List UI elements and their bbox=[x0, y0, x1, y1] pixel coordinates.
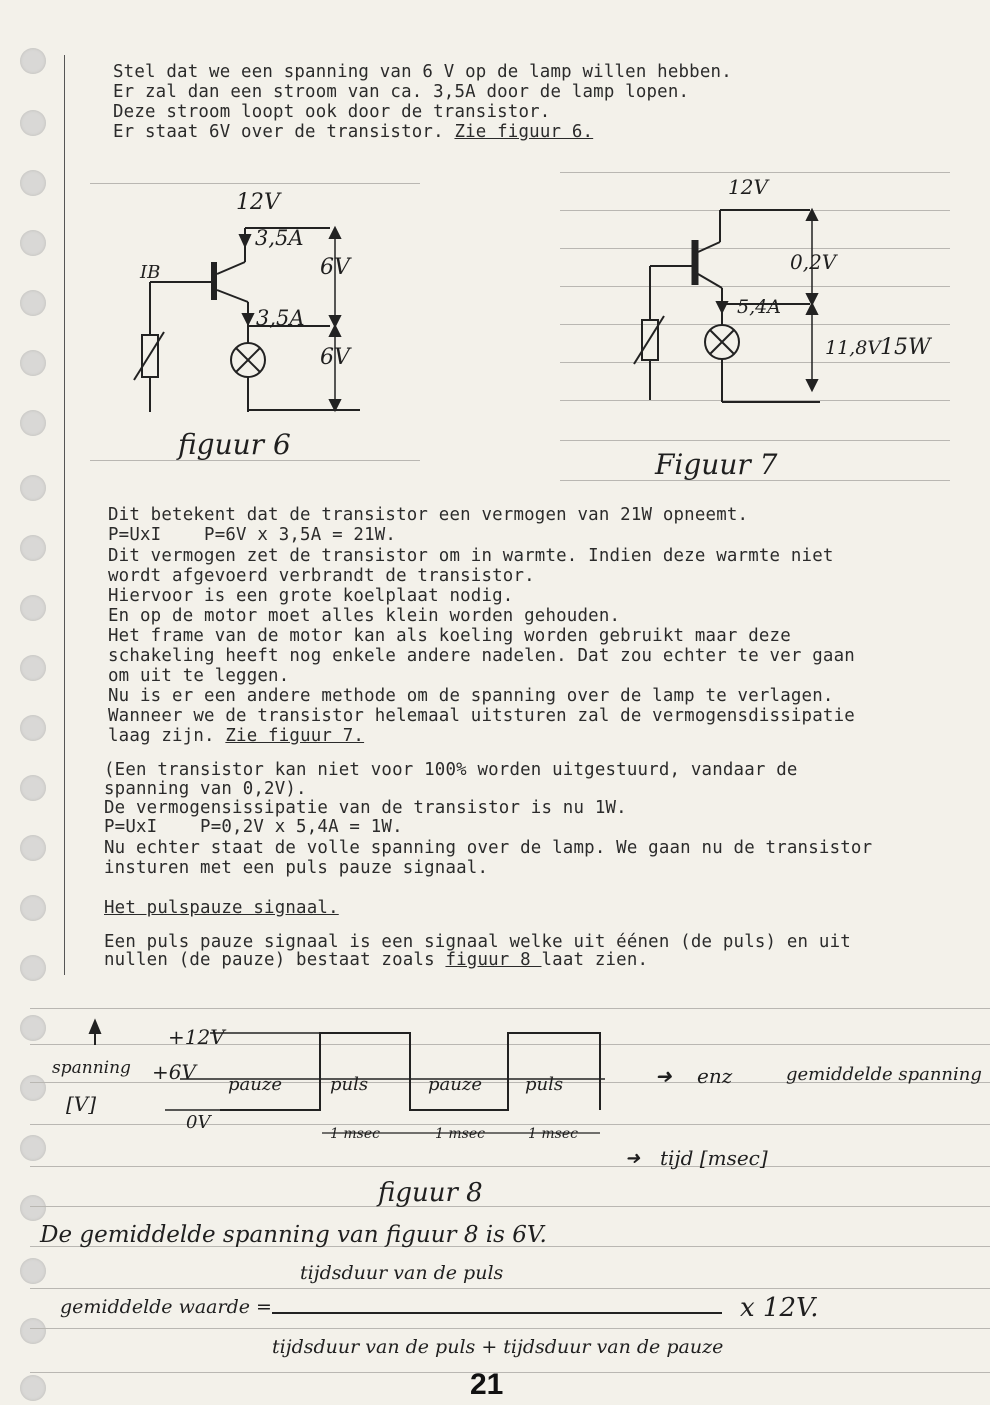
formula-denominator: tijdsduur van de puls + tijdsduur van de pauze bbox=[272, 1336, 724, 1358]
ruled-line bbox=[560, 440, 950, 441]
binder-hole bbox=[20, 1258, 46, 1284]
average-statement: De gemiddelde spanning van figuur 8 is 6V. bbox=[40, 1222, 547, 1248]
paragraph-line: Nu echter staat de volle spanning over de lamp. We gaan nu de transistor bbox=[104, 838, 873, 858]
label-pauze: pauze bbox=[228, 1074, 282, 1095]
binder-hole bbox=[20, 48, 46, 74]
binder-hole bbox=[20, 1195, 46, 1221]
level-12v: +12V bbox=[168, 1025, 225, 1049]
paragraph-line: Dit vermogen zet de transistor om in warmte. Indien deze warmte niet bbox=[108, 546, 834, 566]
label-12v: 12V bbox=[728, 175, 768, 199]
binder-hole bbox=[20, 715, 46, 741]
binder-hole bbox=[20, 955, 46, 981]
binder-hole bbox=[20, 1375, 46, 1401]
binder-hole bbox=[20, 835, 46, 861]
paragraph-line: Deze stroom loopt ook door de transistor. bbox=[113, 102, 551, 122]
paragraph-line: schakeling heeft nog enkele andere nadelen. Dat zou echter te ver gaan bbox=[108, 646, 855, 666]
label-current-bottom: 3,5A bbox=[256, 306, 305, 330]
level-6v: +6V bbox=[152, 1060, 196, 1084]
label-average-voltage: gemiddelde spanning bbox=[786, 1064, 982, 1085]
arrow-enz: ➜ bbox=[655, 1064, 672, 1088]
binder-hole bbox=[20, 290, 46, 316]
potentiometer-slider bbox=[134, 332, 164, 380]
paragraph-text: laag zijn. bbox=[108, 726, 226, 746]
binder-hole bbox=[20, 1135, 46, 1161]
paragraph-line: Wanneer we de transistor helemaal uitsturen zal de vermogensdissipatie bbox=[108, 706, 855, 726]
ruled-line bbox=[30, 1288, 990, 1289]
paragraph-line: En op de motor moet alles klein worden gehouden. bbox=[108, 606, 621, 626]
arrow-time: ➜ bbox=[625, 1148, 641, 1169]
ruled-line bbox=[30, 1328, 990, 1329]
paragraph-line: Het frame van de motor kan als koeling worden gebruikt maar deze bbox=[108, 626, 791, 646]
figure-reference: figuur 8 bbox=[445, 950, 542, 970]
paragraph-line: De vermogensissipatie van de transistor is nu 1W. bbox=[104, 798, 627, 818]
binder-hole bbox=[20, 535, 46, 561]
binder-hole bbox=[20, 775, 46, 801]
paragraph-line: Stel dat we een spanning van 6 V op de lamp willen hebben. bbox=[113, 62, 732, 82]
paragraph-line bbox=[104, 950, 648, 970]
figure-8-caption: figuur 8 bbox=[378, 1178, 483, 1208]
paragraph-line: Hiervoor is een grote koelplaat nodig. bbox=[108, 586, 514, 606]
ruled-line bbox=[30, 1008, 990, 1009]
binder-hole bbox=[20, 350, 46, 376]
ruled-line bbox=[90, 183, 420, 184]
binder-hole bbox=[20, 1015, 46, 1041]
label-puls: puls bbox=[330, 1074, 369, 1095]
paragraph-line bbox=[113, 122, 593, 142]
figure-6-circuit bbox=[130, 190, 400, 420]
paragraph-line: spanning van 0,2V). bbox=[104, 779, 307, 799]
transistor-emitter bbox=[217, 290, 248, 302]
timing-label: 1 msec bbox=[435, 1126, 485, 1142]
label-ib: IB bbox=[140, 262, 161, 283]
binder-hole bbox=[20, 1075, 46, 1101]
label-6v-top: 6V bbox=[320, 255, 350, 280]
label-12v: 12V bbox=[236, 190, 280, 215]
binder-hole bbox=[20, 1318, 46, 1344]
label-current: 5,4A bbox=[737, 296, 781, 318]
timing-label: 1 msec bbox=[528, 1126, 578, 1142]
paragraph-line: Dit betekent dat de transistor een vermogen van 21W opneemt. bbox=[108, 505, 749, 525]
section-heading: Het pulspauze signaal. bbox=[104, 898, 339, 918]
paragraph-line bbox=[108, 726, 364, 746]
label-power: 15W bbox=[880, 335, 931, 360]
paragraph-line: P=UxI P=6V x 3,5A = 21W. bbox=[108, 525, 397, 545]
binder-hole bbox=[20, 655, 46, 681]
level-0v: 0V bbox=[186, 1112, 211, 1133]
formula-rhs: x 12V. bbox=[740, 1293, 819, 1323]
paragraph-line: Er zal dan een stroom van ca. 3,5A door de lamp lopen. bbox=[113, 82, 690, 102]
paragraph-text: nullen (de pauze) bestaat zoals bbox=[104, 950, 446, 970]
label-puls: puls bbox=[525, 1074, 564, 1095]
time-axis-label: tijd [msec] bbox=[660, 1146, 768, 1170]
binder-hole bbox=[20, 230, 46, 256]
label-pauze: pauze bbox=[428, 1074, 482, 1095]
current-arrow-bottom bbox=[243, 314, 253, 324]
transistor-collector bbox=[217, 262, 245, 274]
paragraph-line: wordt afgevoerd verbrandt de transistor. bbox=[108, 566, 535, 586]
paragraph-line: P=UxI P=0,2V x 5,4A = 1W. bbox=[104, 817, 403, 837]
figure-6-caption: figuur 6 bbox=[178, 428, 291, 461]
binder-hole bbox=[20, 410, 46, 436]
label-118v: 11,8V bbox=[825, 337, 882, 359]
formula-lhs: gemiddelde waarde = bbox=[60, 1296, 272, 1318]
paragraph-line: om uit te leggen. bbox=[108, 666, 290, 686]
figure-7-caption: Figuur 7 bbox=[655, 448, 778, 481]
binder-hole bbox=[20, 170, 46, 196]
paragraph-line: (Een transistor kan niet voor 100% worden uitgestuurd, vandaar de bbox=[104, 760, 798, 780]
fraction-bar bbox=[272, 1312, 722, 1314]
binder-hole bbox=[20, 110, 46, 136]
axis-label-spanning: spanning bbox=[52, 1058, 131, 1078]
label-6v-bottom: 6V bbox=[320, 345, 350, 370]
binder-hole bbox=[20, 895, 46, 921]
margin-line bbox=[64, 55, 65, 975]
ruled-line bbox=[560, 172, 950, 173]
figure-7-circuit bbox=[620, 190, 850, 420]
label-current-top: 3,5A bbox=[255, 226, 304, 250]
paragraph-text: laat zien. bbox=[541, 950, 649, 970]
pulse-signal bbox=[220, 1033, 600, 1110]
figure-reference: Zie figuur 7. bbox=[225, 726, 365, 746]
timing-label: 1 msec bbox=[330, 1126, 380, 1142]
paragraph-line: insturen met een puls pauze signaal. bbox=[104, 858, 489, 878]
label-02v: 0,2V bbox=[790, 250, 837, 274]
paragraph-line: Nu is er een andere methode om de spanning over de lamp te verlagen. bbox=[108, 686, 834, 706]
current-arrow-top bbox=[240, 235, 250, 246]
page-number: 21 bbox=[470, 1368, 504, 1401]
ruled-line bbox=[30, 1206, 990, 1207]
axis-label-unit: [V] bbox=[66, 1092, 97, 1116]
paragraph-text: Er staat 6V over de transistor. bbox=[113, 122, 455, 142]
figure-reference: Zie figuur 6. bbox=[454, 122, 594, 142]
binder-hole bbox=[20, 475, 46, 501]
ruled-line bbox=[30, 1372, 990, 1373]
formula-numerator: tijdsduur van de puls bbox=[300, 1262, 504, 1284]
ruled-line bbox=[30, 1166, 990, 1167]
label-enz: enz bbox=[697, 1064, 733, 1088]
binder-hole bbox=[20, 595, 46, 621]
paragraph-line: Een puls pauze signaal is een signaal welke uit éénen (de puls) en uit bbox=[104, 932, 851, 952]
